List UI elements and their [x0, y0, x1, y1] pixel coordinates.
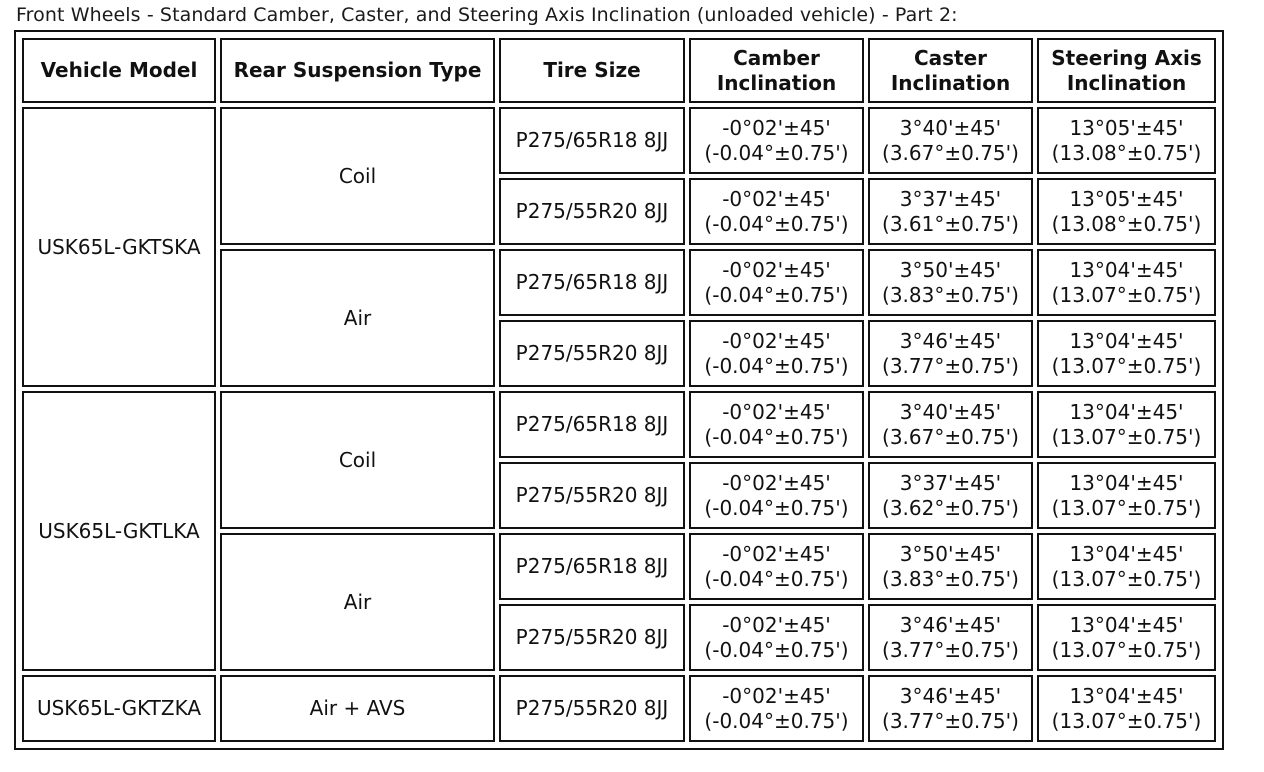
camber-value: -0°02'±45'	[722, 257, 831, 282]
table-row	[22, 675, 1216, 742]
sai-cell	[1037, 320, 1216, 387]
caster-value: 3°50'±45'	[899, 257, 1002, 282]
camber-decimal: (-0.04°±0.75')	[704, 140, 849, 165]
camber-decimal: (-0.04°±0.75')	[704, 637, 849, 662]
caster-decimal: (3.83°±0.75')	[882, 566, 1019, 591]
sai-decimal: (13.07°±0.75')	[1051, 566, 1202, 591]
suspension-type-cell: Air	[220, 533, 495, 671]
camber-cell	[689, 604, 864, 671]
header-camber-line1: Camber	[733, 45, 820, 70]
tire-size-cell: P275/65R18 8JJ	[499, 107, 685, 174]
caster-value: 3°40'±45'	[899, 399, 1002, 424]
sai-cell	[1037, 533, 1216, 600]
caster-decimal: (3.77°±0.75')	[882, 353, 1019, 378]
header-rear-suspension-type: Rear Suspension Type	[220, 38, 495, 103]
tire-size-cell: P275/65R18 8JJ	[499, 533, 685, 600]
caster-decimal: (3.77°±0.75')	[882, 637, 1019, 662]
sai-value: 13°05'±45'	[1069, 186, 1184, 211]
sai-cell	[1037, 107, 1216, 174]
caster-cell	[868, 533, 1033, 600]
sai-value: 13°04'±45'	[1069, 683, 1184, 708]
suspension-type-cell: Air	[220, 249, 495, 387]
caster-value: 3°46'±45'	[899, 328, 1002, 353]
header-caster-inclination	[868, 38, 1033, 103]
sai-decimal: (13.07°±0.75')	[1051, 353, 1202, 378]
header-caster-line2: Inclination	[890, 70, 1011, 95]
vehicle-model-cell: USK65L-GKTZKA	[22, 675, 216, 742]
camber-cell	[689, 391, 864, 458]
camber-value: -0°02'±45'	[722, 470, 831, 495]
sai-cell	[1037, 178, 1216, 245]
sai-cell	[1037, 391, 1216, 458]
camber-value: -0°02'±45'	[722, 186, 831, 211]
caster-cell	[868, 391, 1033, 458]
sai-decimal: (13.07°±0.75')	[1051, 637, 1202, 662]
sai-decimal: (13.07°±0.75')	[1051, 424, 1202, 449]
sai-cell	[1037, 462, 1216, 529]
camber-value: -0°02'±45'	[722, 612, 831, 637]
tire-size-cell: P275/55R20 8JJ	[499, 604, 685, 671]
caster-cell	[868, 107, 1033, 174]
camber-decimal: (-0.04°±0.75')	[704, 495, 849, 520]
caster-value: 3°37'±45'	[899, 470, 1002, 495]
caster-decimal: (3.83°±0.75')	[882, 282, 1019, 307]
header-camber-inclination	[689, 38, 864, 103]
camber-decimal: (-0.04°±0.75')	[704, 424, 849, 449]
caster-decimal: (3.61°±0.75')	[882, 211, 1019, 236]
sai-value: 13°05'±45'	[1069, 115, 1184, 140]
sai-value: 13°04'±45'	[1069, 399, 1184, 424]
sai-value: 13°04'±45'	[1069, 328, 1184, 353]
suspension-type-cell: Coil	[220, 107, 495, 245]
sai-decimal: (13.08°±0.75')	[1051, 140, 1202, 165]
camber-cell	[689, 249, 864, 316]
camber-cell	[689, 320, 864, 387]
header-tire-size: Tire Size	[499, 38, 685, 103]
tire-size-cell: P275/55R20 8JJ	[499, 675, 685, 742]
tire-size-cell: P275/55R20 8JJ	[499, 320, 685, 387]
caster-value: 3°50'±45'	[899, 541, 1002, 566]
header-camber-line2: Inclination	[716, 70, 837, 95]
vehicle-model-cell: USK65L-GKTSKA	[22, 107, 216, 387]
camber-cell	[689, 178, 864, 245]
table-row	[22, 107, 1216, 174]
caster-value: 3°40'±45'	[899, 115, 1002, 140]
camber-decimal: (-0.04°±0.75')	[704, 353, 849, 378]
camber-decimal: (-0.04°±0.75')	[704, 566, 849, 591]
sai-decimal: (13.07°±0.75')	[1051, 282, 1202, 307]
sai-cell	[1037, 675, 1216, 742]
table-row	[22, 391, 1216, 458]
camber-value: -0°02'±45'	[722, 541, 831, 566]
camber-cell	[689, 107, 864, 174]
sai-cell	[1037, 249, 1216, 316]
camber-cell	[689, 533, 864, 600]
camber-decimal: (-0.04°±0.75')	[704, 708, 849, 733]
sai-value: 13°04'±45'	[1069, 257, 1184, 282]
sai-value: 13°04'±45'	[1069, 470, 1184, 495]
sai-decimal: (13.07°±0.75')	[1051, 495, 1202, 520]
tire-size-cell: P275/65R18 8JJ	[499, 249, 685, 316]
table-caption: Front Wheels - Standard Camber, Caster, and Steering Axis Inclination (unloaded vehicle) - Part 2:	[16, 4, 958, 26]
vehicle-model-cell: USK65L-GKTLKA	[22, 391, 216, 671]
caster-decimal: (3.67°±0.75')	[882, 424, 1019, 449]
suspension-type-cell: Coil	[220, 391, 495, 529]
sai-cell	[1037, 604, 1216, 671]
camber-value: -0°02'±45'	[722, 328, 831, 353]
caster-value: 3°37'±45'	[899, 186, 1002, 211]
alignment-spec-table	[18, 34, 1220, 746]
caster-decimal: (3.77°±0.75')	[882, 708, 1019, 733]
caster-cell	[868, 178, 1033, 245]
sai-value: 13°04'±45'	[1069, 541, 1184, 566]
camber-value: -0°02'±45'	[722, 399, 831, 424]
header-row	[22, 38, 1216, 103]
caster-cell	[868, 675, 1033, 742]
caster-cell	[868, 249, 1033, 316]
camber-cell	[689, 462, 864, 529]
header-sai-line2: Inclination	[1066, 70, 1187, 95]
caster-cell	[868, 462, 1033, 529]
caster-decimal: (3.67°±0.75')	[882, 140, 1019, 165]
caster-value: 3°46'±45'	[899, 683, 1002, 708]
header-sai-line1: Steering Axis	[1051, 45, 1202, 70]
camber-decimal: (-0.04°±0.75')	[704, 282, 849, 307]
camber-value: -0°02'±45'	[722, 683, 831, 708]
sai-decimal: (13.07°±0.75')	[1051, 708, 1202, 733]
camber-value: -0°02'±45'	[722, 115, 831, 140]
caster-value: 3°46'±45'	[899, 612, 1002, 637]
sai-value: 13°04'±45'	[1069, 612, 1184, 637]
tire-size-cell: P275/55R20 8JJ	[499, 462, 685, 529]
suspension-type-cell: Air + AVS	[220, 675, 495, 742]
camber-decimal: (-0.04°±0.75')	[704, 211, 849, 236]
tire-size-cell: P275/65R18 8JJ	[499, 391, 685, 458]
header-steering-axis-inclination	[1037, 38, 1216, 103]
caster-decimal: (3.62°±0.75')	[882, 495, 1019, 520]
header-caster-line1: Caster	[913, 45, 988, 70]
sai-decimal: (13.08°±0.75')	[1051, 211, 1202, 236]
camber-cell	[689, 675, 864, 742]
caster-cell	[868, 320, 1033, 387]
tire-size-cell: P275/55R20 8JJ	[499, 178, 685, 245]
caster-cell	[868, 604, 1033, 671]
header-vehicle-model: Vehicle Model	[22, 38, 216, 103]
